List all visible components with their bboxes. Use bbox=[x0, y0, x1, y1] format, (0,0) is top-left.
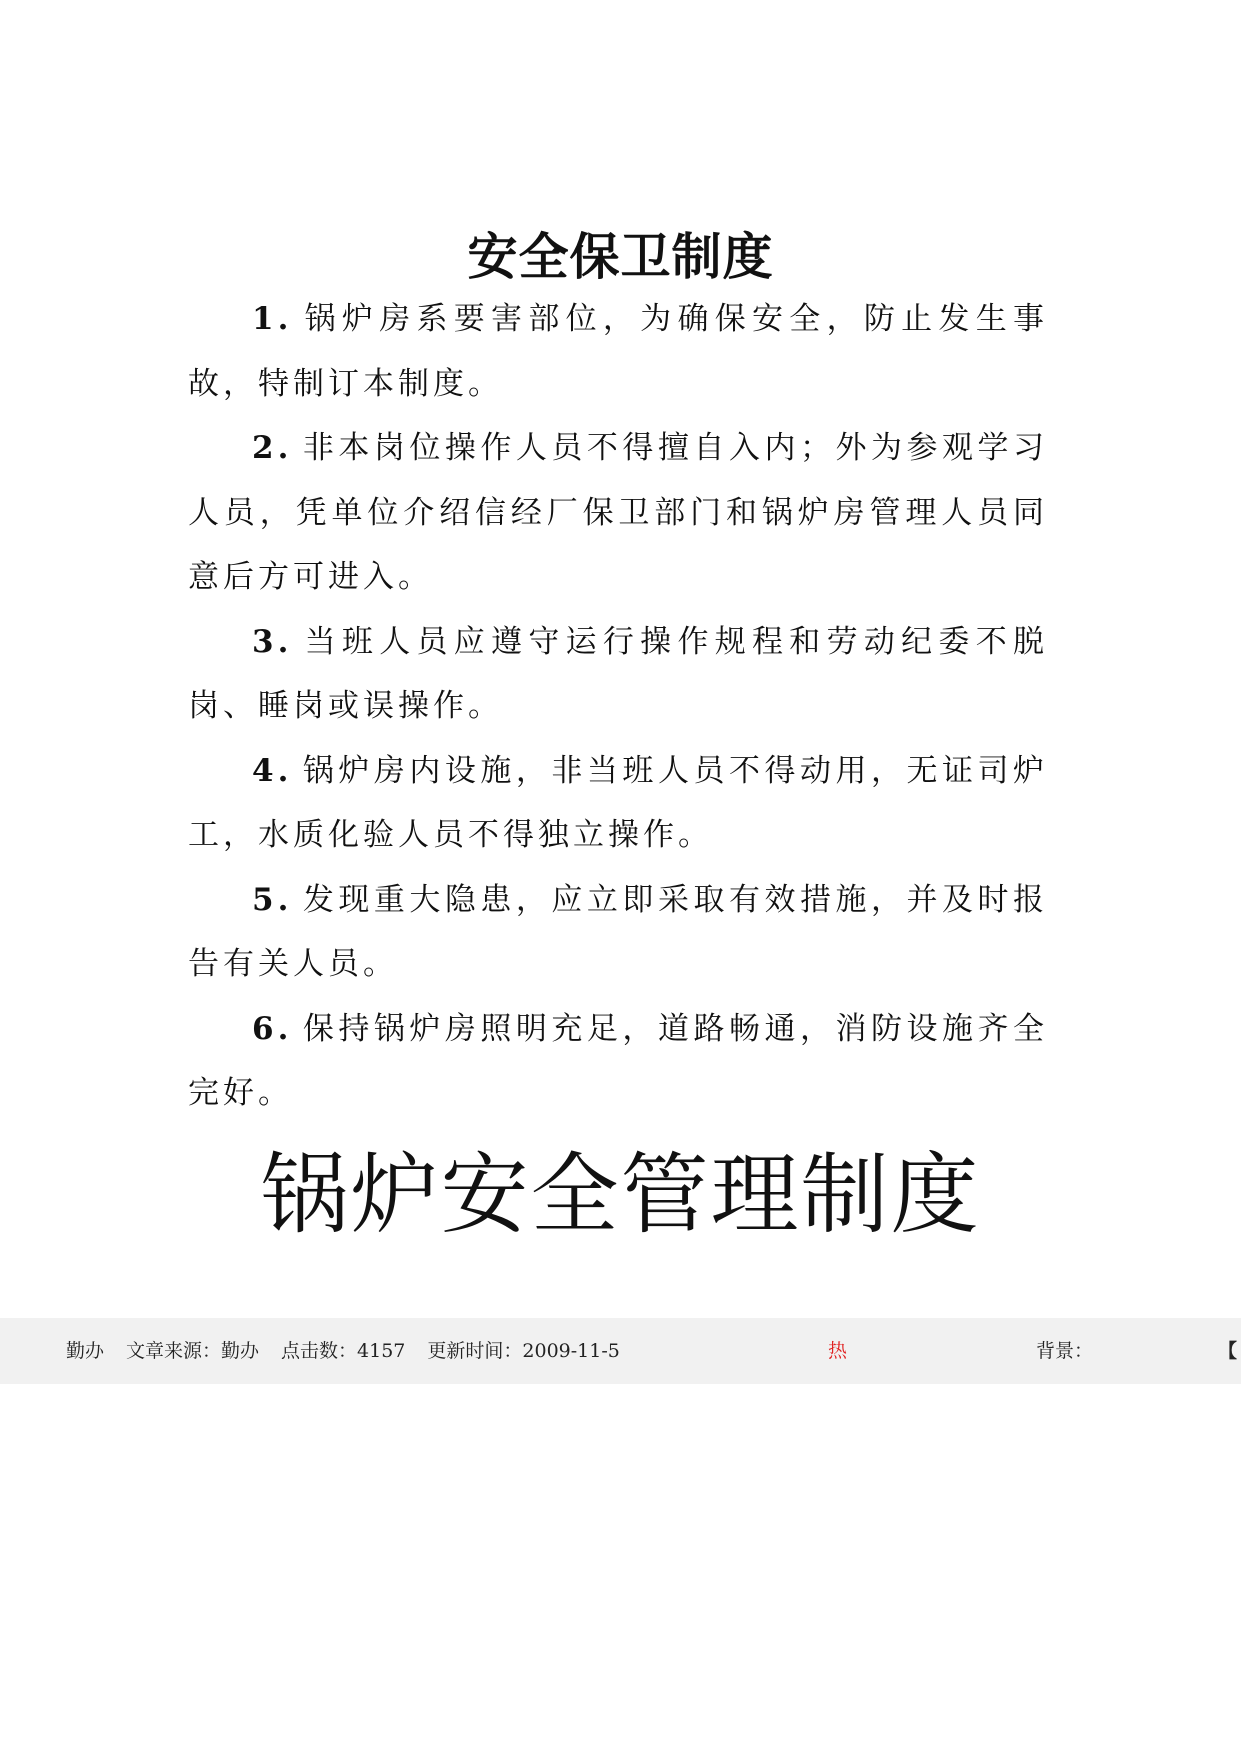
author-label: 勤办 bbox=[66, 1340, 105, 1362]
source-label: 文章来源：勤办 bbox=[126, 1340, 260, 1362]
rule-number: 5. bbox=[252, 881, 293, 918]
bracket-link[interactable]: 【 bbox=[1218, 1340, 1238, 1362]
section-title: 锅炉安全管理制度 bbox=[260, 1143, 981, 1246]
rule-number: 6. bbox=[252, 1010, 293, 1047]
update-time: 更新时间：2009-11-5 bbox=[427, 1340, 620, 1362]
article-meta bbox=[66, 1318, 620, 1384]
rule-text: 发现重大隐患，应立即采取有效措施，并及时报告有关人员。 bbox=[188, 881, 1048, 982]
hot-badge: 热 bbox=[828, 1340, 848, 1362]
rule-number: 1. bbox=[252, 301, 293, 337]
rule-text: 非本岗位操作人员不得擅自入内；外为参观学习人员，凭单位介绍信经厂保卫部门和锅炉房管理人员同意后方可进入。 bbox=[188, 430, 1048, 595]
document-title: 安全保卫制度 bbox=[467, 227, 774, 286]
rule-number: 4. bbox=[252, 752, 293, 789]
rule-text: 当班人员应遵守运行操作规程和劳动纪委不脱岗、睡岗或误操作。 bbox=[188, 623, 1048, 724]
rule-text: 保持锅炉房照明充足，道路畅通，消防设施齐全完好。 bbox=[188, 1010, 1048, 1111]
rule-number: 2. bbox=[252, 430, 293, 466]
rule-number: 3. bbox=[252, 623, 293, 660]
rule-item-3 bbox=[188, 610, 1048, 739]
rule-item-6 bbox=[188, 997, 1048, 1126]
rule-item-2 bbox=[188, 416, 1048, 610]
article-info-bar bbox=[0, 1318, 1241, 1384]
rule-item-5 bbox=[188, 868, 1048, 997]
rule-item-4 bbox=[188, 739, 1048, 868]
rule-text: 锅炉房内设施，非当班人员不得动用，无证司炉工，水质化验人员不得独立操作。 bbox=[188, 752, 1048, 853]
click-count: 点击数：4157 bbox=[281, 1340, 406, 1362]
rule-item-1 bbox=[188, 287, 1048, 416]
background-label: 背景： bbox=[1036, 1340, 1094, 1362]
rule-text: 锅炉房系要害部位，为确保安全，防止发生事故，特制订本制度。 bbox=[188, 301, 1048, 402]
rules-list bbox=[188, 287, 1048, 1126]
